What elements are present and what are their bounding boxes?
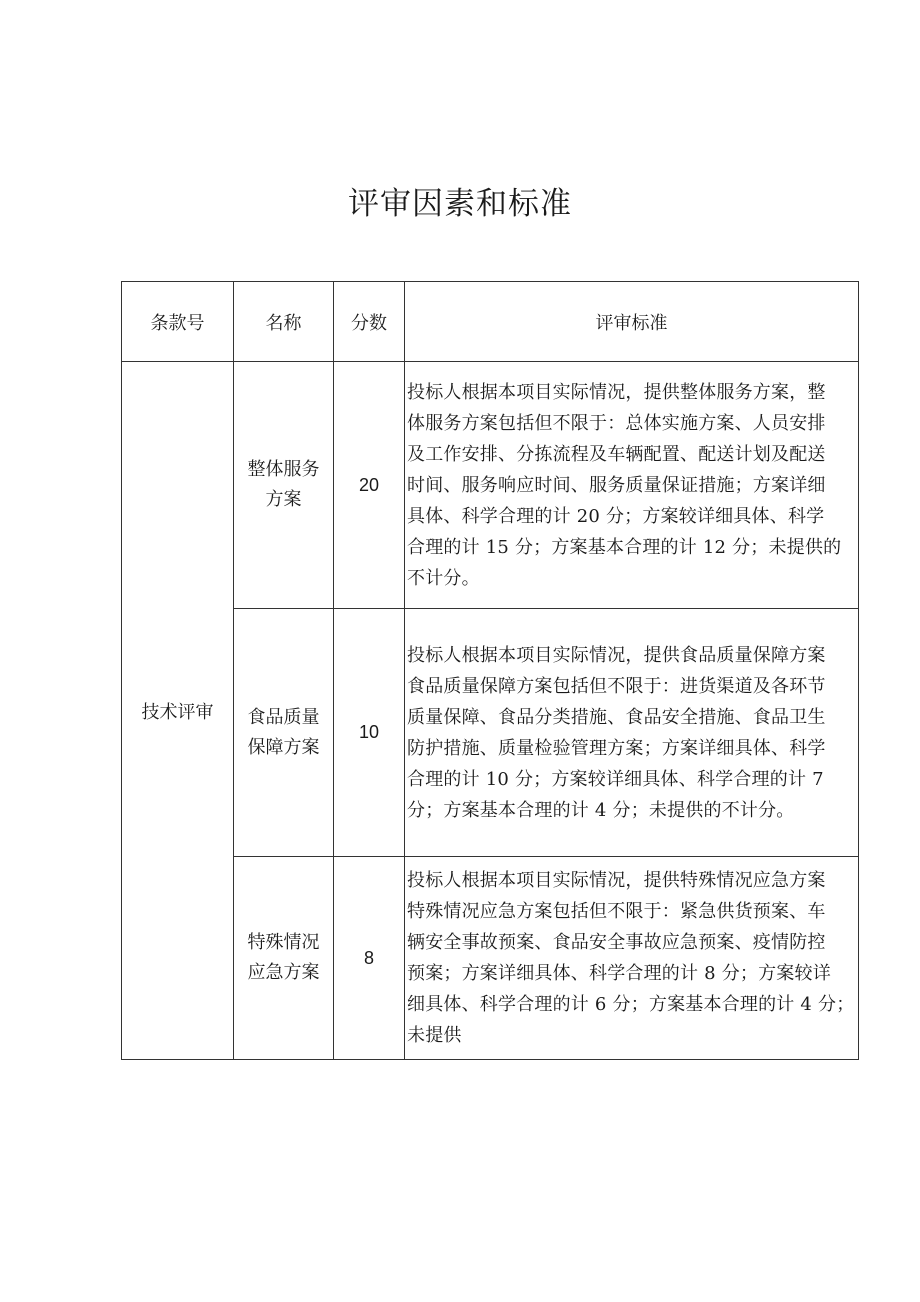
criteria-line: 食品质量保障方案包括但不限于：进货渠道及各环节 bbox=[407, 675, 826, 697]
criteria-line: 辆安全事故预案、食品安全事故应急预案、疫情防控 bbox=[407, 932, 826, 953]
score-cell: 20 bbox=[334, 362, 405, 609]
criteria-line: 不计分。 bbox=[407, 567, 480, 589]
criteria-line: 投标人根据本项目实际情况，提供特殊情况应急方案 bbox=[407, 870, 826, 891]
item-name-cell bbox=[234, 362, 334, 609]
criteria-line: 体服务方案包括但不限于：总体实施方案、人员安排 bbox=[407, 412, 826, 434]
item-name-line: 应急方案 bbox=[247, 962, 320, 983]
page-title: 评审因素和标准 bbox=[348, 186, 572, 222]
table-row bbox=[122, 362, 859, 609]
item-name-cell bbox=[234, 609, 334, 857]
criteria-line: 投标人根据本项目实际情况，提供整体服务方案，整 bbox=[407, 381, 826, 403]
header-score: 分数 bbox=[334, 282, 405, 362]
criteria-line: 细具体、科学合理的计 6 分；方案基本合理的计 4 分； bbox=[407, 994, 855, 1015]
criteria-line: 预案；方案详细具体、科学合理的计 8 分；方案较详 bbox=[407, 963, 831, 984]
criteria-line: 未提供 bbox=[407, 1025, 462, 1046]
evaluation-criteria-table bbox=[121, 281, 859, 1060]
criteria-line: 特殊情况应急方案包括但不限于：紧急供货预案、车 bbox=[407, 901, 826, 922]
criteria-line: 合理的计 15 分；方案基本合理的计 12 分；未提供的 bbox=[407, 536, 842, 558]
score-cell: 10 bbox=[334, 609, 405, 857]
category-cell: 技术评审 bbox=[122, 362, 234, 1060]
header-name: 名称 bbox=[234, 282, 334, 362]
item-name-line: 整体服务 bbox=[247, 459, 320, 480]
item-name-line: 特殊情况 bbox=[247, 932, 320, 953]
criteria-line: 合理的计 10 分；方案较详细具体、科学合理的计 7 bbox=[407, 768, 824, 790]
criteria-line: 分；方案基本合理的计 4 分；未提供的不计分。 bbox=[407, 799, 795, 821]
table-header-row bbox=[122, 282, 859, 362]
header-criteria: 评审标准 bbox=[405, 282, 859, 362]
criteria-cell bbox=[405, 857, 859, 1060]
item-name-line: 保障方案 bbox=[247, 736, 320, 758]
criteria-cell bbox=[405, 609, 859, 857]
item-name-line: 食品质量 bbox=[247, 706, 320, 728]
criteria-line: 投标人根据本项目实际情况，提供食品质量保障方案 bbox=[407, 644, 826, 666]
score-cell: 8 bbox=[334, 857, 405, 1060]
item-name-line: 方案 bbox=[265, 489, 302, 510]
item-name-cell bbox=[234, 857, 334, 1060]
header-clause-no: 条款号 bbox=[122, 282, 234, 362]
criteria-line: 具体、科学合理的计 20 分；方案较详细具体、科学 bbox=[407, 505, 825, 527]
criteria-line: 防护措施、质量检验管理方案；方案详细具体、科学 bbox=[407, 737, 826, 759]
criteria-line: 时间、服务响应时间、服务质量保证措施；方案详细 bbox=[407, 474, 826, 496]
criteria-cell bbox=[405, 362, 859, 609]
criteria-line: 及工作安排、分拣流程及车辆配置、配送计划及配送 bbox=[407, 443, 826, 465]
criteria-line: 质量保障、食品分类措施、食品安全措施、食品卫生 bbox=[407, 706, 826, 728]
